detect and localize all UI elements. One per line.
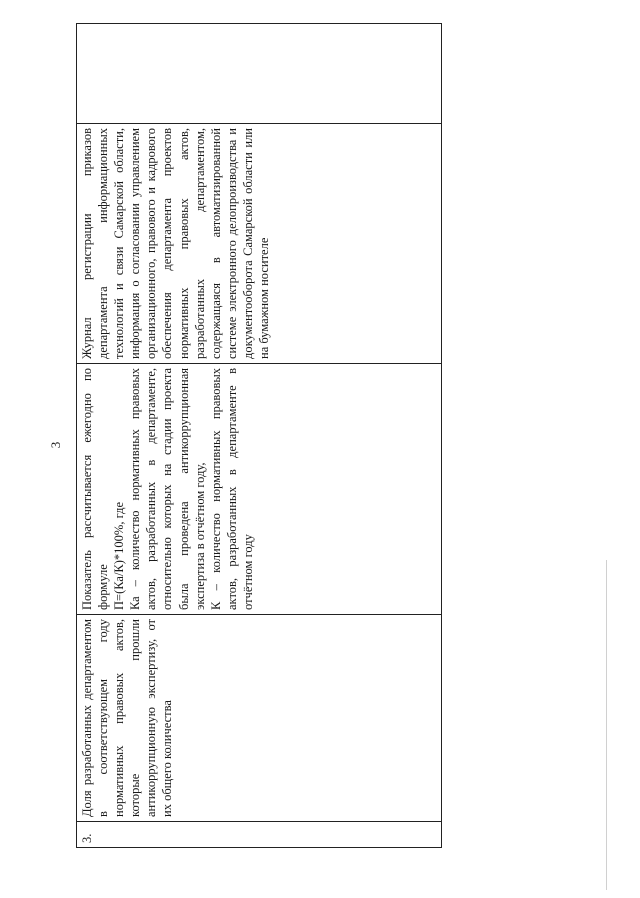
row-number-cell: [77, 822, 442, 848]
formula: П=(Ка/К)*100%, где: [112, 501, 127, 610]
indicator-table: [76, 24, 442, 848]
row-number: 3.: [80, 833, 94, 843]
data-source-text: Журнал регистрации приказов департамента информационных технологий и связи Самарской области, информация о согласовании управлением организационного, правового и кадрового обеспечения департамента проектов нормативных правовых актов, разработанных департаментом, содержащаяся в автоматизированной системе электронного делопроизводства и документооборота Самарской области или на бумажном носителе: [80, 128, 272, 359]
method-intro: Показатель рассчитывается ежегодно по формуле: [80, 368, 111, 610]
indicator-text: Доля разработанных департаментом в соответствующем году нормативных правовых актов, которые прошли антикоррупционную экспертизу, от их общего количества: [80, 619, 175, 817]
page-number: 3: [48, 441, 63, 449]
empty-cell: [77, 24, 442, 124]
scan-edge-line: [606, 560, 607, 890]
definition-ka: Ка – количество нормативных правовых актов, разработанных в департаменте, относительно которых на стадии проекта была проведена антикоррупционная экспертиза в отчётном году,: [128, 368, 207, 610]
table-row: [77, 24, 442, 848]
indicator-cell: [77, 615, 442, 822]
data-source-cell: [77, 124, 442, 364]
definition-k: К – количество нормативных правовых актов, разработанных в департаменте в отчётном году: [208, 368, 255, 610]
calculation-method-cell: [77, 364, 442, 615]
